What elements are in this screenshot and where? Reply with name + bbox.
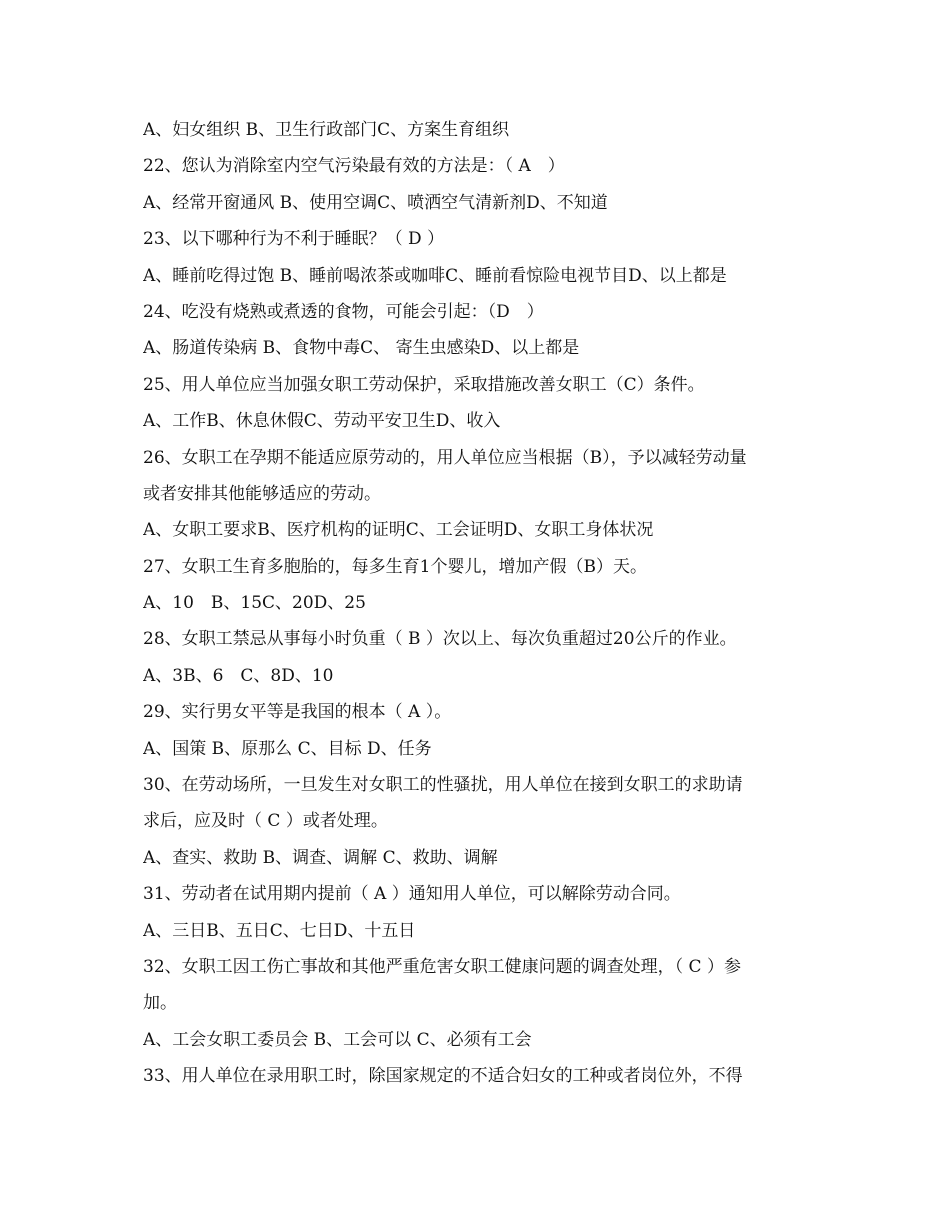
question-line: 33、用人单位在录用职工时，除国家规定的不适合妇女的工种或者岗位外，不得 (143, 1066, 743, 1087)
document-body (143, 112, 813, 1095)
question-line-continued: 加。 (143, 993, 177, 1014)
text-line: A、妇女组织 B、卫生行政部门C、方案生育组织 (143, 120, 510, 140)
question-line: 22、您认为消除室内空气污染最有效的方法是：（ A ） (143, 156, 565, 177)
options-line: A、10 B、15C、20D、25 (143, 593, 366, 614)
question-line: 25、用人单位应当加强女职工劳动保护，采取措施改善女职工（C）条件。 (143, 374, 705, 395)
question-line: 27、女职工生育多胞胎的，每多生育1个婴儿，增加产假（B）天。 (143, 556, 647, 577)
options-line: A、睡前吃得过饱 B、睡前喝浓茶或咖啡C、睡前看惊险电视节目D、以上都是 (143, 265, 727, 286)
options-line: A、3B、6 C、8D、10 (143, 665, 334, 686)
options-line: A、国策 B、原那么 C、目标 D、任务 (143, 738, 432, 759)
question-line: 31、劳动者在试用期内提前（ A ）通知用人单位，可以解除劳动合同。 (143, 884, 681, 905)
options-line: A、经常开窗通风 B、使用空调C、喷洒空气清新剂D、不知道 (143, 192, 608, 213)
options-line: A、三日B、五日C、七日D、十五日 (143, 920, 416, 941)
question-line-continued: 或者安排其他能够适应的劳动。 (143, 483, 381, 504)
question-line: 23、以下哪种行为不利于睡眠？（ D ） (143, 229, 445, 250)
question-line: 32、女职工因工伤亡事故和其他严重危害女职工健康问题的调查处理，（ C ）参 (143, 956, 741, 977)
options-line: A、肠道传染病 B、食物中毒C、 寄生虫感染D、以上都是 (143, 338, 580, 359)
options-line: A、工会女职工委员会 B、工会可以 C、必须有工会 (143, 1029, 532, 1050)
question-line: 29、实行男女平等是我国的根本（ A ）。 (143, 702, 452, 723)
options-line: A、女职工要求B、医疗机构的证明C、工会证明D、女职工身体状况 (143, 520, 654, 541)
options-line: A、查实、救助 B、调查、调解 C、救助、调解 (143, 847, 498, 868)
options-line: A、工作B、休息休假C、劳动平安卫生D、收入 (143, 411, 501, 432)
question-line-continued: 求后，应及时（ C ）或者处理。 (143, 811, 388, 832)
question-line: 26、女职工在孕期不能适应原劳动的，用人单位应当根据（B），予以减轻劳动量 (143, 447, 747, 468)
question-line: 24、吃没有烧熟或煮透的食物，可能会引起：（D ） (143, 301, 544, 322)
question-line: 30、在劳动场所，一旦发生对女职工的性骚扰，用人单位在接到女职工的求助请 (143, 775, 743, 796)
question-line: 28、女职工禁忌从事每小时负重（ B ）次以上、每次负重超过20公斤的作业。 (143, 629, 737, 650)
